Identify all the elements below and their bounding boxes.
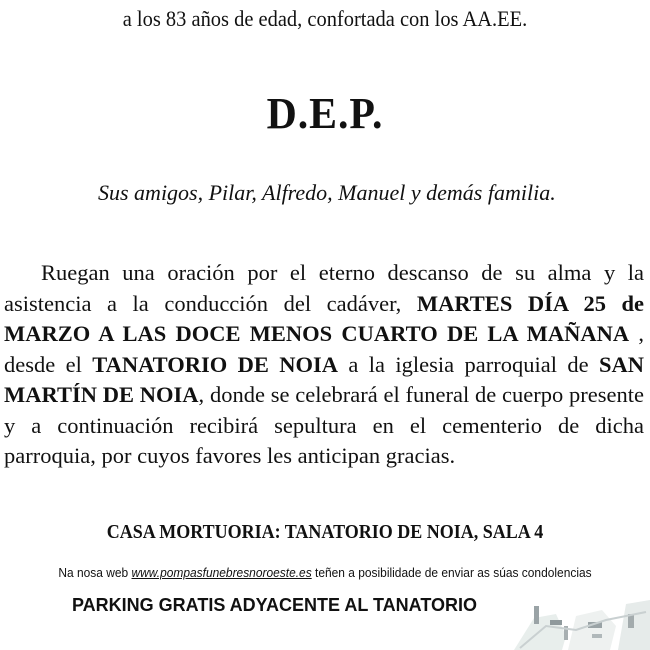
body-date-time: MARTES DÍA 25 de MARZO A LAS DOCE MENOS CUARTO DE LA MAÑANA	[4, 290, 644, 346]
notice-body	[4, 258, 644, 472]
body-tanatorio: TANATORIO DE NOIA	[92, 351, 339, 377]
body-church: SAN MARTÍN DE NOIA	[4, 351, 644, 407]
web-line	[26, 565, 624, 580]
age-line: a los 83 años de edad, confortada con los AA.EE.	[122, 6, 528, 31]
web-link[interactable]: www.pompasfunebresnoroeste.es	[131, 565, 312, 580]
family-line: Sus amigos, Pilar, Alfredo, Manuel y demás familia.	[98, 180, 556, 205]
location-map-image	[506, 596, 650, 650]
body-text-3: a la iglesia parroquial de	[338, 351, 599, 377]
casa-mortuoria: CASA MORTUORIA: TANATORIO DE NOIA, SALA 4	[106, 521, 544, 543]
body-text-2: , desde el	[4, 321, 644, 377]
body-text-4: , donde se celebrará el funeral de cuerpo presente y a continuación recibirá sepultura en el cementerio de dicha parroquia, por cuyos favores les anticipan gracias.	[4, 382, 644, 468]
web-prefix: Na nosa web	[58, 565, 132, 580]
parking-line: PARKING GRATIS ADYACENTE AL TANATORIO	[72, 595, 478, 615]
body-text-1: Ruegan una oración por el eterno descanso de su alma y la asistencia a la conducción del cadáver,	[4, 260, 644, 316]
dep-heading: D.E.P.	[266, 89, 384, 138]
web-suffix: teñen a posibilidade de enviar as súas condolencias	[311, 565, 592, 580]
